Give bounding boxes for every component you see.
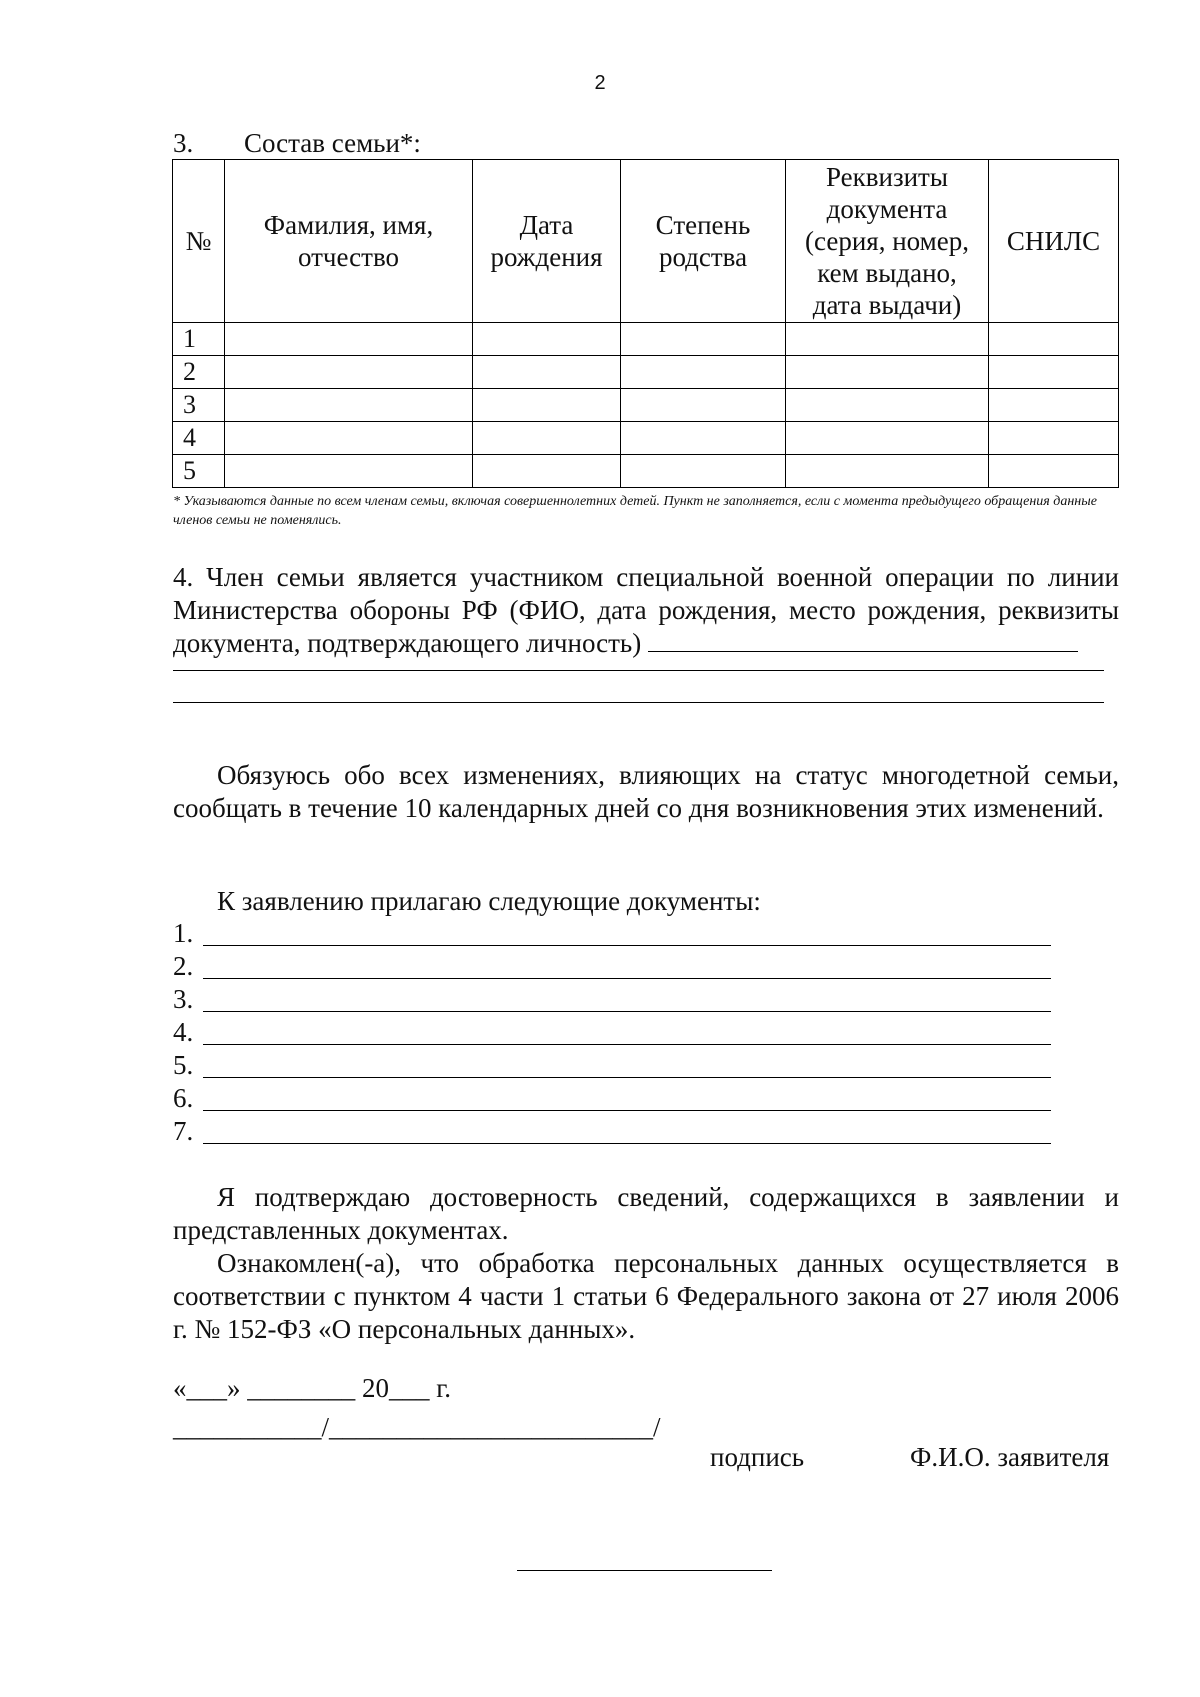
document-item — [173, 1050, 193, 1080]
cell-snils[interactable] — [989, 455, 1119, 488]
cell-birth-date[interactable] — [473, 356, 621, 389]
document-item — [173, 951, 193, 981]
table-footnote: * Указываются данные по всем членам семьи, включая совершеннолетних детей. Пункт не заполняется, если с момента предыдущего обращения данные членов семьи не поменялись. — [173, 494, 1097, 528]
cell-document-details[interactable] — [786, 323, 989, 356]
consent-text: Ознакомлен(-а), что обработка персональных данных осуществляется в соответствии с пунктом 4 части 1 статьи 6 Федерального закона от 27 июля 2006 г. № 152-ФЗ «О персональных данных». — [173, 1248, 1119, 1344]
header-birth-date: Дата рождения — [473, 160, 621, 323]
document-item-number: 2. — [173, 951, 194, 981]
cell-birth-date[interactable] — [473, 422, 621, 455]
table-row — [173, 356, 1119, 389]
cell-snils[interactable] — [989, 422, 1119, 455]
cell-relation[interactable] — [621, 356, 786, 389]
cell-document-details[interactable] — [786, 422, 989, 455]
document-item-field[interactable] — [203, 1143, 1051, 1144]
commitment-text: Обязуюсь обо всех изменениях, влияющих на статус многодетной семьи, сообщать в течение 10 календарных дней со дня возникновения этих изменений. — [173, 760, 1119, 823]
cell-relation[interactable] — [621, 323, 786, 356]
cell-relation[interactable] — [621, 422, 786, 455]
cell-full-name[interactable] — [225, 356, 473, 389]
document-item — [173, 984, 193, 1014]
cell-full-name[interactable] — [225, 422, 473, 455]
row-number: 4 — [173, 422, 225, 455]
table-row — [173, 389, 1119, 422]
document-item — [173, 918, 193, 948]
table-row — [173, 455, 1119, 488]
cell-relation[interactable] — [621, 455, 786, 488]
family-composition-table — [172, 159, 1119, 488]
cell-relation[interactable] — [621, 389, 786, 422]
document-item-field[interactable] — [203, 1077, 1051, 1078]
signature-fields[interactable]: ___________/________________________/ — [173, 1412, 661, 1442]
date-field[interactable]: «___» ________ 20___ г. — [173, 1373, 452, 1403]
documents-intro: К заявлению прилагаю следующие документы: — [217, 886, 761, 916]
section-4-field-line[interactable] — [173, 670, 1104, 671]
table-header-row — [173, 160, 1119, 323]
signature-label: подпись — [710, 1442, 805, 1472]
document-item-number: 7. — [173, 1116, 194, 1146]
row-number: 2 — [173, 356, 225, 389]
commitment-paragraph — [173, 759, 1119, 825]
header-number: № — [173, 160, 225, 323]
cell-snils[interactable] — [989, 356, 1119, 389]
cell-birth-date[interactable] — [473, 323, 621, 356]
section-4-field-line[interactable] — [173, 702, 1104, 703]
document-item-field[interactable] — [203, 1044, 1051, 1045]
cell-full-name[interactable] — [225, 455, 473, 488]
row-number: 3 — [173, 389, 225, 422]
document-item-field[interactable] — [203, 945, 1051, 946]
cell-document-details[interactable] — [786, 356, 989, 389]
document-item-number: 3. — [173, 984, 194, 1014]
confirmation-block — [173, 1181, 1119, 1346]
table-row — [173, 323, 1119, 356]
row-number: 5 — [173, 455, 225, 488]
header-full-name: Фамилия, имя, отчество — [225, 160, 473, 323]
bottom-divider — [517, 1570, 772, 1571]
table-row — [173, 422, 1119, 455]
document-item-field[interactable] — [203, 978, 1051, 979]
page-number: 2 — [594, 72, 606, 94]
header-relation: Степень родства — [621, 160, 786, 323]
section-3-title: Состав семьи*: — [244, 128, 421, 158]
cell-document-details[interactable] — [786, 389, 989, 422]
row-number: 1 — [173, 323, 225, 356]
cell-full-name[interactable] — [225, 389, 473, 422]
document-item — [173, 1116, 193, 1146]
cell-full-name[interactable] — [225, 323, 473, 356]
document-item — [173, 1083, 193, 1113]
header-document-details: Реквизиты документа (серия, номер, кем выдано, дата выдачи) — [786, 160, 989, 323]
cell-snils[interactable] — [989, 389, 1119, 422]
header-snils: СНИЛС — [989, 160, 1119, 323]
document-item-field[interactable] — [203, 1110, 1051, 1111]
document-item — [173, 1017, 193, 1047]
document-item-number: 5. — [173, 1050, 194, 1080]
section-3-number: 3. — [173, 128, 194, 158]
cell-document-details[interactable] — [786, 455, 989, 488]
cell-birth-date[interactable] — [473, 389, 621, 422]
document-item-number: 4. — [173, 1017, 194, 1047]
confirmation-text: Я подтверждаю достоверность сведений, содержащихся в заявлении и представленных документах. — [173, 1182, 1119, 1245]
section-4-inline-field[interactable] — [648, 629, 1078, 652]
document-item-field[interactable] — [203, 1011, 1051, 1012]
document-item-number: 6. — [173, 1083, 194, 1113]
section-4-block — [173, 561, 1119, 703]
section-4-text: 4. Член семьи является участником специальной военной операции по линии Министерства обороны РФ (ФИО, дата рождения, место рождения, реквизиты документа, подтверждающего личность) — [173, 562, 1119, 658]
cell-snils[interactable] — [989, 323, 1119, 356]
document-item-number: 1. — [173, 918, 194, 948]
cell-birth-date[interactable] — [473, 455, 621, 488]
applicant-name-label: Ф.И.О. заявителя — [910, 1442, 1110, 1472]
